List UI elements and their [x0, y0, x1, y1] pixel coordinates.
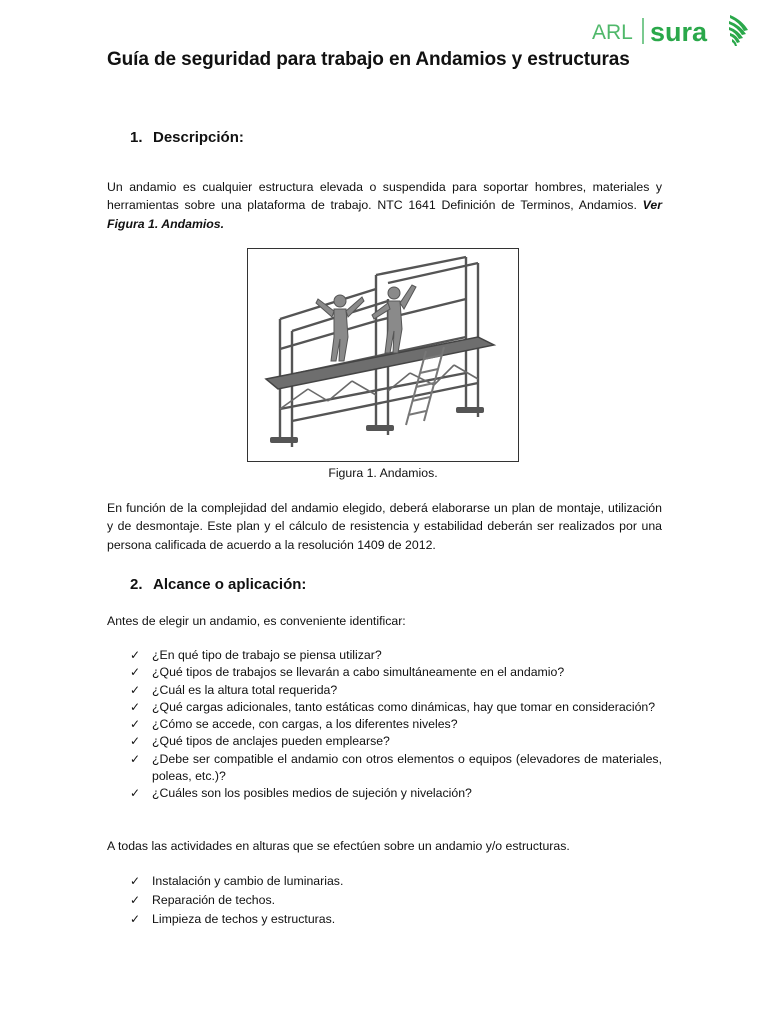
activity-item-text: Instalación y cambio de luminarias. — [152, 874, 344, 888]
checklist-item-text: ¿Cuál es la altura total requerida? — [152, 682, 338, 697]
checkmark-icon: ✓ — [130, 648, 141, 662]
checkmark-icon: ✓ — [130, 874, 141, 888]
logo-text-arl: ARL — [592, 21, 633, 44]
activity-item-text: Reparación de techos. — [152, 893, 276, 907]
checkmark-icon: ✓ — [130, 717, 141, 732]
section-2-number: 2. — [130, 576, 143, 593]
activities-list — [130, 872, 662, 929]
checklist-item — [130, 682, 662, 699]
checklist-item — [130, 733, 662, 750]
checkmark-icon: ✓ — [130, 734, 141, 749]
section-2-intro: Antes de elegir un andamio, es conveniente identificar: — [107, 614, 406, 628]
sura-wing-icon — [729, 15, 748, 46]
checklist-item-text: ¿Cómo se accede, con cargas, a los diferentes niveles? — [152, 717, 458, 732]
section-1-title: Descripción: — [153, 129, 244, 146]
checklist-item — [130, 716, 662, 733]
checkmark-icon: ✓ — [130, 893, 141, 907]
checklist-item-text: ¿Debe ser compatible el andamio con otros elementos o equipos (elevadores de materiales, poleas, etc.)? — [152, 751, 662, 784]
section-1-number: 1. — [130, 129, 143, 146]
activity-item — [130, 872, 662, 891]
figure-caption: Figura 1. Andamios. — [328, 466, 438, 480]
checkmark-icon: ✓ — [130, 699, 141, 714]
checklist-item-text: ¿Qué cargas adicionales, tanto estáticas como dinámicas, hay que tomar en consideración? — [152, 699, 656, 714]
document-title: Guía de seguridad para trabajo en Andamios y estructuras — [107, 49, 630, 70]
checklist-item-text: ¿En qué tipo de trabajo se piensa utilizar? — [152, 648, 382, 662]
checkmark-icon: ✓ — [130, 751, 141, 766]
checkmark-icon: ✓ — [130, 786, 141, 801]
checklist-item — [130, 647, 662, 664]
checklist-item-text: ¿Qué tipos de trabajos se llevarán a cabo simultáneamente en el andamio? — [152, 665, 565, 680]
checklist-item-text: ¿Cuáles son los posibles medios de sujeción y nivelación? — [152, 786, 472, 801]
scaffold-illustration — [248, 249, 518, 461]
checklist-item — [130, 785, 662, 802]
arl-sura-logo — [590, 10, 760, 54]
checklist-item-text: ¿Qué tipos de anclajes pueden emplearse? — [152, 734, 390, 749]
checklist-item — [130, 699, 662, 716]
checklist-item — [130, 664, 662, 681]
checkmark-icon: ✓ — [130, 682, 141, 697]
checklist-item — [130, 751, 662, 786]
activity-item — [130, 891, 662, 910]
considerations-checklist — [130, 647, 662, 803]
scaffold-figure — [247, 248, 519, 462]
activities-intro: A todas las actividades en alturas que se efectúen sobre un andamio y/o estructuras. — [107, 839, 570, 853]
para1-text: Un andamio es cualquier estructura elevada o suspendida para soportar hombres, materiales y herramientas sobre una plataforma de trabajo. NTC 1641 Definición de Terminos, Andamios. — [107, 180, 662, 213]
section-2-title: Alcance o aplicación: — [153, 576, 307, 593]
checkmark-icon: ✓ — [130, 665, 141, 680]
section-1-paragraph-2: En función de la complejidad del andamio elegido, deberá elaborarse un plan de montaje, utilización y de desmontaje. Este plan y el cálculo de resistencia y estabilidad deberán ser realizados por una persona calificada de acuerdo a la resolución 1409 de 2012. — [107, 501, 662, 552]
section-1-heading — [130, 129, 244, 146]
section-2-heading — [130, 576, 306, 593]
checkmark-icon: ✓ — [130, 912, 141, 926]
figure-reference: Ver Figura 1. Andamios. — [107, 198, 662, 231]
logo-text-sura: sura — [650, 17, 708, 47]
activity-item-text: Limpieza de techos y estructuras. — [152, 912, 336, 926]
section-1-paragraph-1 — [107, 178, 662, 233]
activity-item — [130, 910, 662, 929]
